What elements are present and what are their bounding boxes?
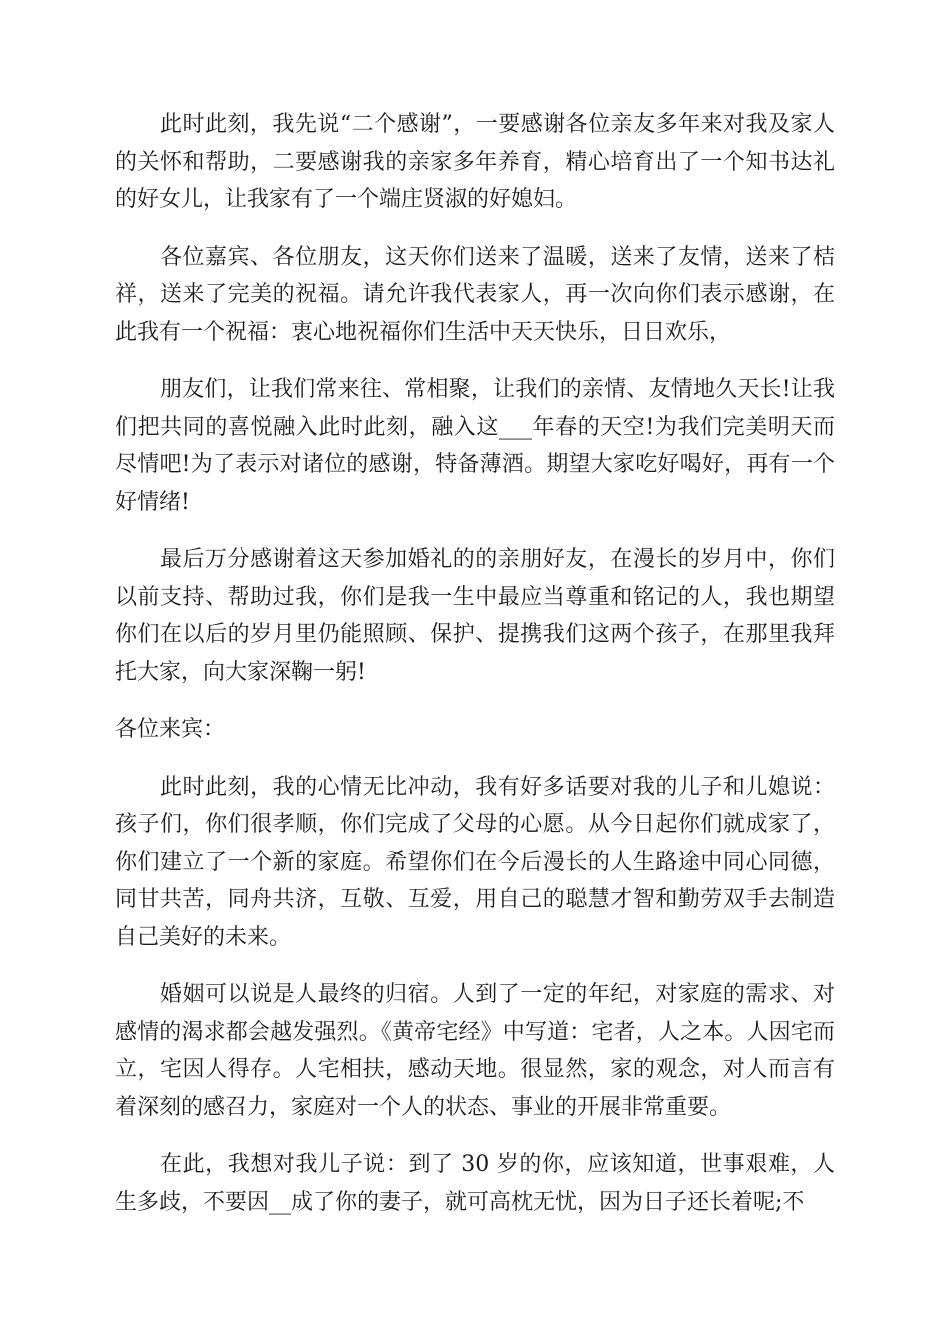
paragraph-friends: 朋友们，让我们常来往、常相聚，让我们的亲情、友情地久天长!让我们把共同的喜悦融入此时此刻，融入这___年春的天空!为我们完美明天而尽情吧!为了表示对诸位的感谢，特备薄酒。期望大家吃好喝好，再有一个好情绪! bbox=[115, 377, 835, 515]
paragraph-marriage: 婚姻可以说是人最终的归宿。人到了一定的年纪，对家庭的需求、对感情的渴求都会越发强烈。《黄帝宅经》中写道：宅者，人之本。人因宅而立，宅因人得存。人宅相扶，感动天地。很显然，家的观念，对人而言有着深刻的感召力，家庭对一个人的状态、事业的开展非常重要。 bbox=[115, 982, 835, 1120]
paragraph-to-children: 此时此刻，我的心情无比冲动，我有好多话要对我的儿子和儿媳说：孩子们，你们很孝顺，你们完成了父母的心愿。从今日起你们就成家了，你们建立了一个新的家庭。希望你们在今后漫长的人生路途中同心同德，同甘共苦，同舟共济，互敬、互爱，用自己的聪慧才智和勤劳双手去制造自己美好的未来。 bbox=[115, 774, 835, 950]
salutation: 各位来宾： bbox=[115, 717, 226, 742]
paragraph-guests-blessing: 各位嘉宾、各位朋友，这天你们送来了温暖，送来了友情，送来了桔祥，送来了完美的祝福。请允许我代表家人，再一次向你们表示感谢，在此我有一个祝福：衷心地祝福你们生活中天天快乐，日日欢乐， bbox=[115, 244, 835, 345]
paragraph-to-son: 在此，我想对我儿子说：到了 30 岁的你，应该知道，世事艰难，人生多歧，不要因__成了你的妻子，就可高枕无忧，因为日子还长着呢;不 bbox=[115, 1152, 835, 1215]
document-body bbox=[115, 106, 835, 1241]
paragraph-final-thanks: 最后万分感谢着这天参加婚礼的的亲朋好友，在漫长的岁月中，你们以前支持、帮助过我，你们是我一生中最应当尊重和铭记的人，我也期望你们在以后的岁月里仍能照顾、保护、提携我们这两个孩子，在那里我拜托大家，向大家深鞠一躬! bbox=[115, 547, 835, 685]
paragraph-thanks: 此时此刻，我先说“二个感谢”，一要感谢各位亲友多年来对我及家人的关怀和帮助，二要感谢我的亲家多年养育，精心培育出了一个知书达礼的好女儿，让我家有了一个端庄贤淑的好媳妇。 bbox=[115, 112, 835, 212]
